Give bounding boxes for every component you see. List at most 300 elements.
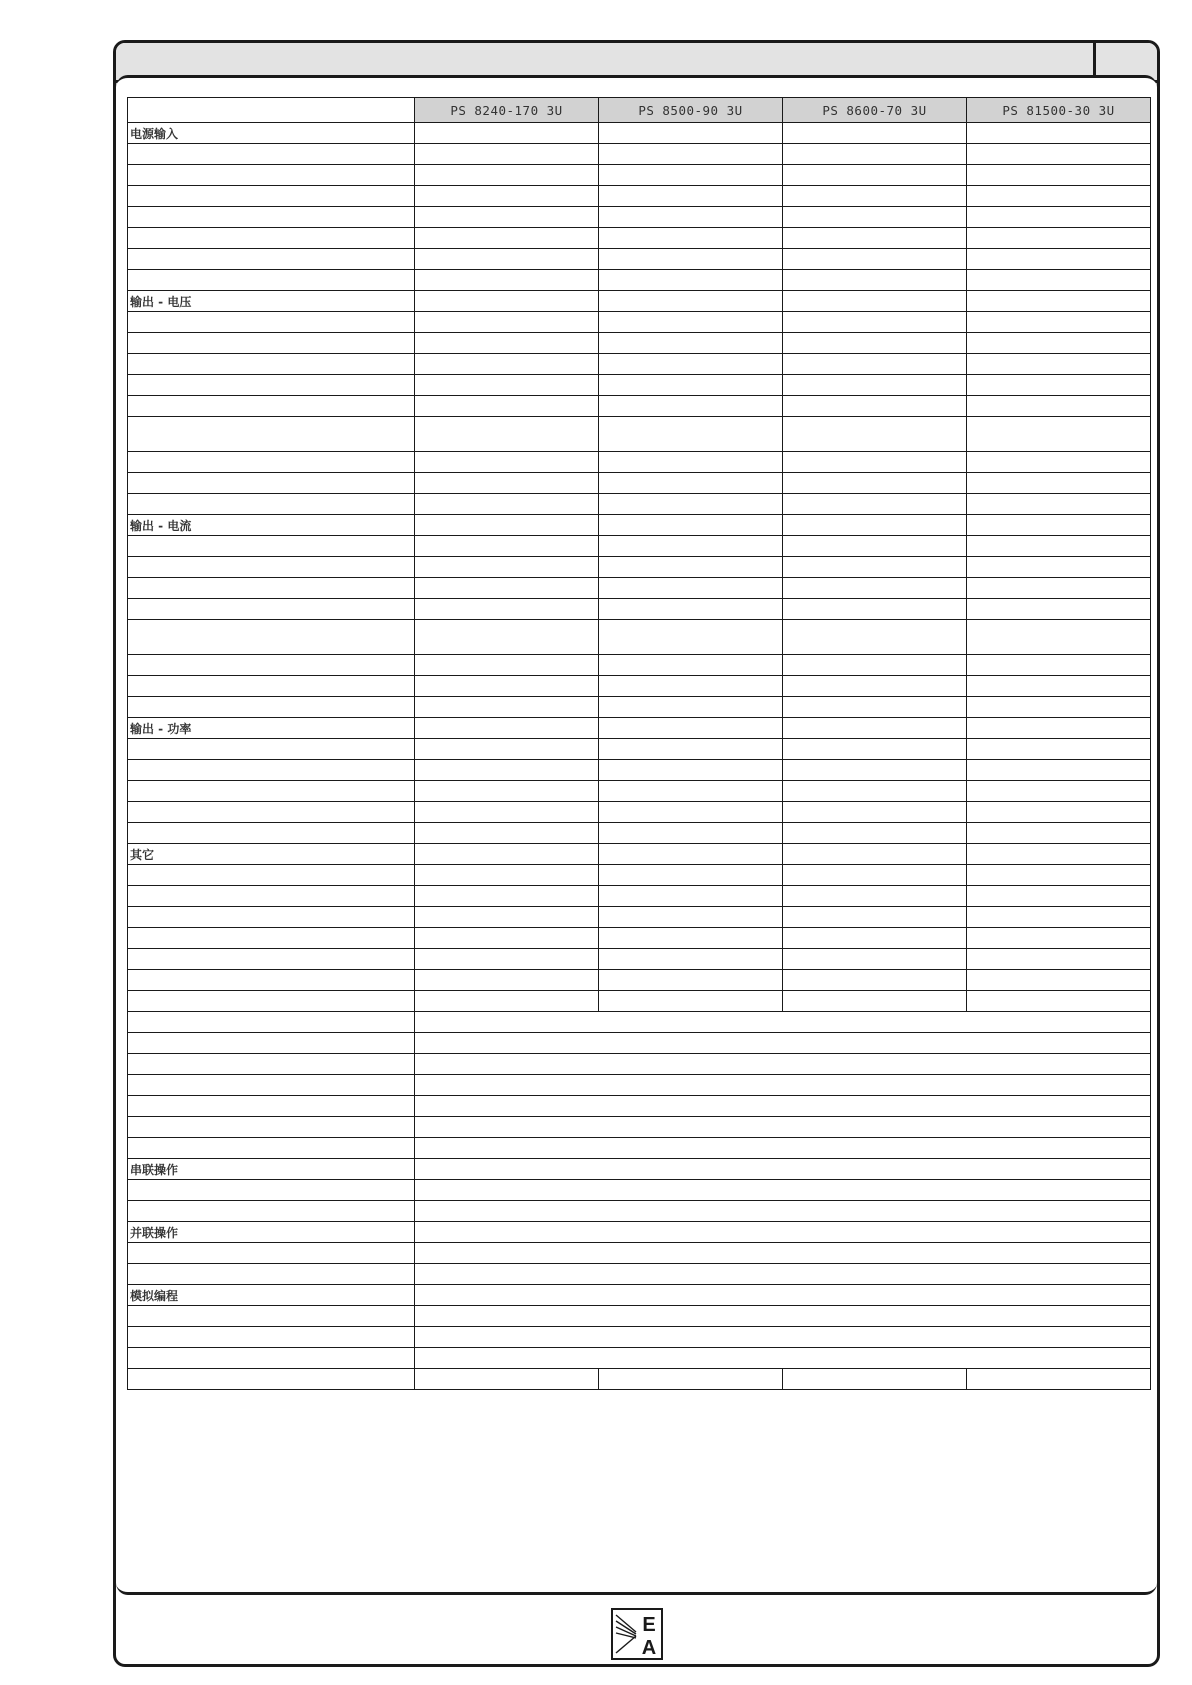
table-cell: [599, 886, 783, 907]
table-row: [128, 1306, 1151, 1327]
table-row: [128, 907, 1151, 928]
table-cell: [783, 375, 967, 396]
table-row: [128, 676, 1151, 697]
table-row: [128, 970, 1151, 991]
table-cell: [783, 760, 967, 781]
table-cell: [783, 928, 967, 949]
table-cell: [415, 1054, 1151, 1075]
table-cell: [783, 123, 967, 144]
table-cell: [128, 249, 415, 270]
table-cell: [128, 144, 415, 165]
table-cell: [415, 396, 599, 417]
table-cell: [128, 1264, 415, 1285]
table-cell: [128, 655, 415, 676]
table-cell: [783, 718, 967, 739]
table-cell: [967, 886, 1151, 907]
table-cell: [415, 676, 599, 697]
table-cell: [783, 270, 967, 291]
table-cell: [783, 228, 967, 249]
section-row: [128, 1285, 1151, 1306]
table-cell: [783, 417, 967, 452]
table-cell: [128, 865, 415, 886]
table-cell: [783, 991, 967, 1012]
table-row: [128, 781, 1151, 802]
table-cell: [599, 928, 783, 949]
table-cell: [415, 697, 599, 718]
table-cell: [599, 417, 783, 452]
table-cell: [783, 452, 967, 473]
table-cell: [967, 186, 1151, 207]
section-label: 输出 - 功率: [128, 718, 415, 739]
table-cell: [128, 697, 415, 718]
table-cell: [128, 375, 415, 396]
table-cell: [967, 928, 1151, 949]
table-cell: [415, 907, 599, 928]
table-cell: [128, 1117, 415, 1138]
table-cell: [599, 515, 783, 536]
table-cell: [415, 165, 599, 186]
table-cell: [128, 494, 415, 515]
table-cell: [128, 1075, 415, 1096]
table-cell: [415, 928, 599, 949]
section-label: 模拟编程: [128, 1285, 415, 1306]
column-header: PS 81500-30 3U: [967, 98, 1151, 123]
table-cell: [967, 270, 1151, 291]
table-cell: [128, 1180, 415, 1201]
table-cell: [967, 333, 1151, 354]
table-cell: [783, 620, 967, 655]
table-cell: [415, 991, 599, 1012]
table-row: [128, 949, 1151, 970]
table-cell: [128, 557, 415, 578]
table-cell: [415, 144, 599, 165]
table-cell: [415, 1159, 1151, 1180]
table-row: [128, 991, 1151, 1012]
table-cell: [128, 536, 415, 557]
table-cell: [967, 697, 1151, 718]
table-row: [128, 1327, 1151, 1348]
table-cell: [783, 1369, 967, 1390]
table-cell: [783, 802, 967, 823]
table-cell: [128, 312, 415, 333]
table-cell: [128, 1369, 415, 1390]
table-cell: [128, 1012, 415, 1033]
table-row: [128, 375, 1151, 396]
table-cell: [415, 291, 599, 312]
table-cell: [783, 599, 967, 620]
table-cell: [967, 802, 1151, 823]
table-cell: [783, 886, 967, 907]
table-cell: [783, 473, 967, 494]
table-cell: [128, 1327, 415, 1348]
table-row: [128, 354, 1151, 375]
table-cell: [415, 249, 599, 270]
table-cell: [967, 494, 1151, 515]
table-row: [128, 1180, 1151, 1201]
table-row: [128, 1138, 1151, 1159]
table-cell: [783, 907, 967, 928]
column-header: PS 8600-70 3U: [783, 98, 967, 123]
table-cell: [128, 1243, 415, 1264]
section-row: [128, 718, 1151, 739]
table-cell: [599, 165, 783, 186]
table-row: [128, 186, 1151, 207]
logo-letter-a: A: [641, 1637, 657, 1659]
table-row: [128, 739, 1151, 760]
table-cell: [415, 1348, 1151, 1369]
section-row: [128, 123, 1151, 144]
table-cell: [599, 270, 783, 291]
table-cell: [599, 557, 783, 578]
table-cell: [967, 557, 1151, 578]
table-row: [128, 578, 1151, 599]
table-row: [128, 655, 1151, 676]
table-cell: [967, 375, 1151, 396]
table-cell: [415, 123, 599, 144]
table-cell: [415, 781, 599, 802]
table-cell: [967, 536, 1151, 557]
table-row: [128, 1201, 1151, 1222]
table-cell: [599, 207, 783, 228]
table-cell: [128, 1096, 415, 1117]
table-cell: [128, 1306, 415, 1327]
table-cell: [599, 655, 783, 676]
table-cell: [415, 865, 599, 886]
table-cell: [967, 249, 1151, 270]
table-cell: [415, 1327, 1151, 1348]
section-label: 输出 - 电流: [128, 515, 415, 536]
table-cell: [599, 578, 783, 599]
table-cell: [415, 494, 599, 515]
table-cell: [128, 1348, 415, 1369]
table-cell: [415, 1222, 1151, 1243]
table-cell: [599, 907, 783, 928]
table-cell: [415, 1201, 1151, 1222]
table-cell: [783, 949, 967, 970]
table-row: [128, 928, 1151, 949]
table-cell: [599, 333, 783, 354]
table-cell: [599, 291, 783, 312]
table-cell: [415, 823, 599, 844]
table-row: [128, 452, 1151, 473]
table-row: [128, 207, 1151, 228]
table-row: [128, 1369, 1151, 1390]
table-row: [128, 144, 1151, 165]
table-cell: [128, 228, 415, 249]
table-cell: [415, 886, 599, 907]
table-cell: [128, 207, 415, 228]
table-cell: [599, 760, 783, 781]
table-cell: [599, 186, 783, 207]
table-row: [128, 228, 1151, 249]
table-cell: [783, 333, 967, 354]
table-cell: [128, 452, 415, 473]
table-cell: [128, 165, 415, 186]
table-cell: [415, 473, 599, 494]
table-row: [128, 417, 1151, 452]
section-row: [128, 844, 1151, 865]
table-cell: [128, 949, 415, 970]
table-cell: [599, 1369, 783, 1390]
spec-table: [127, 97, 1151, 1390]
table-cell: [599, 620, 783, 655]
table-cell: [967, 207, 1151, 228]
table-cell: [128, 333, 415, 354]
table-cell: [967, 865, 1151, 886]
table-cell: [783, 312, 967, 333]
table-cell: [783, 865, 967, 886]
table-cell: [967, 823, 1151, 844]
logo-letter-e: E: [642, 1614, 656, 1636]
table-cell: [967, 991, 1151, 1012]
table-cell: [415, 452, 599, 473]
table-cell: [967, 655, 1151, 676]
table-cell: [599, 494, 783, 515]
table-cell: [415, 1264, 1151, 1285]
section-label: 电源输入: [128, 123, 415, 144]
section-label: 并联操作: [128, 1222, 415, 1243]
table-cell: [967, 144, 1151, 165]
table-cell: [128, 802, 415, 823]
section-row: [128, 515, 1151, 536]
table-cell: [128, 599, 415, 620]
table-cell: [967, 781, 1151, 802]
table-cell: [783, 676, 967, 697]
table-cell: [783, 697, 967, 718]
table-cell: [415, 1117, 1151, 1138]
table-cell: [415, 228, 599, 249]
table-row: [128, 270, 1151, 291]
table-cell: [967, 291, 1151, 312]
table-cell: [783, 536, 967, 557]
table-cell: [128, 473, 415, 494]
table-cell: [415, 417, 599, 452]
table-cell: [599, 970, 783, 991]
table-cell: [128, 1054, 415, 1075]
table-cell: [599, 599, 783, 620]
table-cell: [415, 312, 599, 333]
table-cell: [783, 823, 967, 844]
column-header: PS 8240-170 3U: [415, 98, 599, 123]
table-cell: [415, 970, 599, 991]
table-cell: [967, 760, 1151, 781]
table-cell: [415, 578, 599, 599]
table-cell: [967, 949, 1151, 970]
table-cell: [128, 186, 415, 207]
table-cell: [599, 228, 783, 249]
table-cell: [415, 375, 599, 396]
table-cell: [128, 886, 415, 907]
table-cell: [415, 515, 599, 536]
table-row: [128, 1348, 1151, 1369]
table-cell: [599, 991, 783, 1012]
table-cell: [783, 165, 967, 186]
section-row: [128, 291, 1151, 312]
table-cell: [415, 739, 599, 760]
table-row: [128, 473, 1151, 494]
table-cell: [967, 578, 1151, 599]
table-cell: [967, 1369, 1151, 1390]
table-cell: [967, 312, 1151, 333]
table-row: [128, 865, 1151, 886]
table-row: [128, 557, 1151, 578]
table-cell: [415, 1306, 1151, 1327]
table-row: [128, 823, 1151, 844]
table-row: [128, 396, 1151, 417]
table-cell: [599, 144, 783, 165]
table-cell: [415, 949, 599, 970]
table-cell: [599, 473, 783, 494]
table-cell: [415, 620, 599, 655]
table-cell: [599, 949, 783, 970]
table-cell: [415, 186, 599, 207]
table-cell: [415, 718, 599, 739]
table-row: [128, 165, 1151, 186]
table-cell: [967, 354, 1151, 375]
table-row: [128, 802, 1151, 823]
section-row: [128, 1222, 1151, 1243]
table-cell: [783, 186, 967, 207]
table-row: [128, 886, 1151, 907]
table-header-row: [128, 98, 1151, 123]
table-cell: [415, 1369, 599, 1390]
table-row: [128, 1117, 1151, 1138]
table-cell: [783, 557, 967, 578]
table-cell: [128, 417, 415, 452]
table-cell: [967, 676, 1151, 697]
table-cell: [415, 333, 599, 354]
table-cell: [783, 781, 967, 802]
table-cell: [967, 718, 1151, 739]
table-cell: [128, 1033, 415, 1054]
table-cell: [415, 1033, 1151, 1054]
table-cell: [128, 739, 415, 760]
table-cell: [783, 291, 967, 312]
section-row: [128, 1159, 1151, 1180]
table-cell: [967, 452, 1151, 473]
table-cell: [967, 515, 1151, 536]
table-cell: [599, 676, 783, 697]
table-cell: [128, 907, 415, 928]
table-row: [128, 1096, 1151, 1117]
table-cell: [128, 991, 415, 1012]
table-cell: [967, 907, 1151, 928]
table-row: [128, 1243, 1151, 1264]
table-row: [128, 494, 1151, 515]
table-cell: [783, 354, 967, 375]
table-cell: [783, 144, 967, 165]
table-cell: [599, 823, 783, 844]
section-label: 串联操作: [128, 1159, 415, 1180]
column-header: PS 8500-90 3U: [599, 98, 783, 123]
table-cell: [128, 620, 415, 655]
table-cell: [128, 823, 415, 844]
table-cell: [783, 739, 967, 760]
table-cell: [415, 1180, 1151, 1201]
table-cell: [783, 515, 967, 536]
table-cell: [128, 676, 415, 697]
table-cell: [599, 452, 783, 473]
table-row: [128, 697, 1151, 718]
table-cell: [415, 1285, 1151, 1306]
table-cell: [967, 396, 1151, 417]
section-label: 输出 - 电压: [128, 291, 415, 312]
table-row: [128, 1264, 1151, 1285]
table-cell: [783, 844, 967, 865]
table-cell: [415, 760, 599, 781]
table-cell: [599, 697, 783, 718]
table-row: [128, 620, 1151, 655]
table-cell: [967, 739, 1151, 760]
table-cell: [967, 123, 1151, 144]
table-row: [128, 1075, 1151, 1096]
table-cell: [967, 620, 1151, 655]
table-cell: [415, 1075, 1151, 1096]
table-cell: [128, 354, 415, 375]
table-row: [128, 599, 1151, 620]
table-cell: [415, 655, 599, 676]
table-cell: [599, 865, 783, 886]
table-row: [128, 1054, 1151, 1075]
table-cell: [128, 1201, 415, 1222]
table-cell: [128, 781, 415, 802]
table-cell: [415, 1096, 1151, 1117]
table-cell: [415, 1243, 1151, 1264]
table-cell: [128, 270, 415, 291]
table-cell: [967, 473, 1151, 494]
table-cell: [415, 802, 599, 823]
table-cell: [967, 599, 1151, 620]
ea-logo: [611, 1608, 663, 1660]
table-cell: [128, 578, 415, 599]
table-cell: [783, 578, 967, 599]
table-cell: [415, 354, 599, 375]
table-cell: [599, 375, 783, 396]
table-cell: [967, 970, 1151, 991]
table-cell: [967, 844, 1151, 865]
table-cell: [599, 536, 783, 557]
table-row: [128, 1033, 1151, 1054]
table-cell: [967, 417, 1151, 452]
table-cell: [599, 781, 783, 802]
table-cell: [967, 165, 1151, 186]
table-cell: [415, 557, 599, 578]
table-cell: [599, 844, 783, 865]
table-cell: [599, 802, 783, 823]
table-cell: [599, 249, 783, 270]
table-cell: [599, 312, 783, 333]
table-cell: [783, 494, 967, 515]
table-cell: [415, 207, 599, 228]
table-cell: [128, 970, 415, 991]
table-cell: [783, 249, 967, 270]
table-cell: [783, 970, 967, 991]
table-row: [128, 1012, 1151, 1033]
table-cell: [599, 396, 783, 417]
table-cell: [599, 123, 783, 144]
table-row: [128, 536, 1151, 557]
table-cell: [967, 228, 1151, 249]
table-cell: [783, 207, 967, 228]
table-cell: [783, 655, 967, 676]
section-label: 其它: [128, 844, 415, 865]
table-cell: [783, 396, 967, 417]
table-cell: [128, 1138, 415, 1159]
table-cell: [128, 928, 415, 949]
table-cell: [415, 1138, 1151, 1159]
table-cell: [599, 739, 783, 760]
table-row: [128, 249, 1151, 270]
